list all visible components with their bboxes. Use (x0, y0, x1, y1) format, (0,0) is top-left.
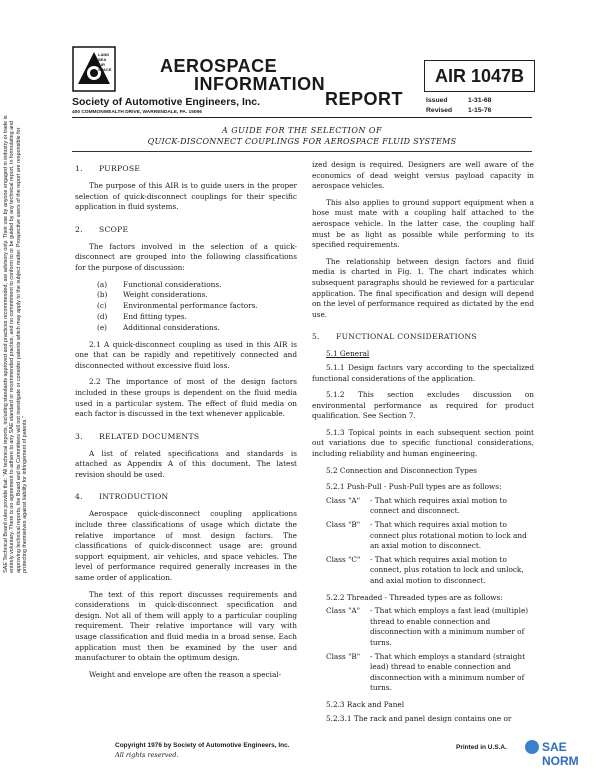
section-5-1-2-text: 5.1.2 This section excludes discussion on environmental performance as required for product qualification. See Section 7. (312, 390, 534, 421)
sae-logo (72, 46, 116, 92)
section-5-2-heading: 5.2 Connection and Disconnection Types (326, 465, 478, 475)
title-report: REPORT (325, 89, 404, 109)
section-1-heading: 1. PURPOSE (75, 164, 141, 173)
list-item: (d) End fitting types. (97, 311, 187, 321)
copyright: Copyright 1976 by Society of Automotive Engineers, Inc. (115, 742, 290, 749)
list-item: (b) Weight considerations. (97, 290, 208, 300)
section-3-text: A list of related specifications and standards is attached as Appendix A of this document. The latest revision should be used. (75, 448, 297, 479)
rights-reserved: All rights reserved. (115, 751, 179, 759)
section-1-text: The purpose of this AIR is to guide users in the proper selection of quick-disconnect couplings for their specific application in fluid systems. (75, 181, 297, 212)
section-4-heading: 4. INTRODUCTION (75, 492, 169, 502)
section-5-2-2-heading: 5.2.2 Threaded - Threaded types are as follows: (326, 592, 503, 602)
issued-date: 1-31-68 (468, 97, 492, 104)
revised-label: Revised (426, 107, 453, 114)
society-name: Society of Automotive Engineers, Inc. (72, 96, 261, 108)
section-2-heading: 2. SCOPE (75, 224, 129, 234)
doc-title-line1: A GUIDE FOR THE SELECTION OF (221, 126, 383, 135)
sae-disclaimer-sidebar: SAE Technical Board rules provide that: "All technical reports, including standards approved and practices recommended, are advisory only. Their use by anyone engaged in industry or trade is entirely voluntary. There is no agreement to adhere to any SAE standard or recommended practice, and no commitment to conform to or be guided by any technical report. In formulating and approving technical reports, the Board and its Committees will not investigate or consider patents which may apply to the subject matter. Prospective users of the report are responsible for protecting themselves against liability for infringement of patents." (3, 115, 29, 573)
header-rule (72, 117, 532, 118)
logo-text: LAND SEA AIR SPACE (98, 52, 112, 72)
issued-label: Issued (426, 97, 448, 104)
scope-list (97, 280, 297, 334)
section-5-2-3-heading: 5.2.3 Rack and Panel (326, 699, 405, 709)
section-5-2-3-1-text: 5.2.3.1 The rack and panel design contains one or (326, 713, 512, 723)
society-address: 400 COMMONWEALTH DRIVE, WARRENDALE, PA. 15096 (72, 110, 202, 115)
section-2-2-text: 2.2 The importance of most of the design factors included in these groups is dependent on the fluid media used in a particular system. The effect of fluid media on each factor is discussed in the text whenever applicable. (75, 377, 297, 419)
list-item: (c) Environmental performance factors. (97, 301, 258, 311)
section-4-text-2: The text of this report discusses requirements and considerations in quick-disconnect specification and design. Not all of them will apply to a particular coupling requirement. Their relative importance will vary with usage classification and fluid media in a broad sense. Each application must then be examined by the user and manufacturer to obtain the optimum design. (75, 589, 297, 663)
section-2-1-text: 2.1 A quick-disconnect coupling as used in this AIR is one that can be rapidly and repetitively connected and disconnected without excessive fluid loss. (75, 339, 297, 370)
right-text-2: This also applies to ground support equipment when a hose must mate with a coupling half attached to the aerospace vehicle. In the latter case, the coupling half must be as light as possible while performing to its specified requirements. (312, 197, 534, 250)
section-5-2-1-heading: 5.2.1 Push-Pull - Push-Pull types are as follows: (326, 482, 502, 492)
class-row: Class "A" - That which employs a fast lead (multiple) thread to enable connection and disconnection with a minimum number of turns. (326, 606, 529, 647)
watermark: SAE NORM (542, 740, 579, 768)
section-5-1-3-text: 5.1.3 Topical points in each subsequent section point out variations due to specific functional considerations, including reliability and human engineering. (312, 427, 534, 459)
section-5-1-heading: 5.1 General (326, 349, 370, 359)
title-information: INFORMATION (194, 74, 326, 94)
class-row: Class "B" - That which employs a standard (straight lead) thread to enable connection and disconnection with a minimum number of turns. (326, 651, 526, 693)
doc-title-line2: QUICK-DISCONNECT COUPLINGS FOR AEROSPACE FLUID SYSTEMS (147, 137, 457, 146)
section-4-text-3: Weight and envelope are often the reason a special- (89, 669, 282, 679)
section-5-1-1-text: 5.1.1 Design factors vary according to the specialized functional considerations of the application. (312, 362, 534, 383)
section-4-text-1: Aerospace quick-disconnect coupling applications include three classifications of usage which dictate the relative importance of most design factors. The classifications of quick-disconnect usage are: ground support equipment, air vehicles, and space vehicles. The level of performance required generally increases in the same order of application. (75, 509, 297, 583)
title-aerospace: AEROSPACE (160, 56, 278, 76)
class-row: Class "B" - That which requires axial motion to connect plus rotational motion to lock and an axial motion to disconnect. (326, 520, 527, 551)
right-text-1: ized design is required. Designers are well aware of the economics of dead weight versus payload capacity in aerospace vehicles. (312, 160, 534, 191)
right-column (312, 160, 534, 730)
revised-date: 1-15-76 (468, 107, 492, 114)
printed-in: Printed in U.S.A. (456, 744, 507, 751)
section-3-heading: 3. RELATED DOCUMENTS (75, 431, 200, 441)
list-item: (a) Functional considerations. (97, 279, 222, 289)
right-text-3: The relationship between design factors and fluid media is charted in Fig. 1. The chart indicates which subsequent paragraphs should be reviewed for a particular application. The final specification and design will depend on the level of performance required as dictated by the end use. (312, 256, 534, 319)
push-pull-classes (326, 496, 534, 587)
threaded-classes (326, 606, 534, 694)
section-2-text: The factors involved in the selection of a quick-disconnect are grouped into the following classifications for the purpose of discussion: (75, 241, 297, 272)
class-row: Class "A" - That which requires axial motion to connect and disconnect. (326, 495, 507, 516)
section-5-heading: 5. FUNCTIONAL CONSIDERATIONS (312, 332, 477, 342)
list-item: (e) Additional considerations. (97, 322, 220, 332)
doc-number: AIR 1047B (424, 60, 535, 92)
left-column (75, 152, 297, 686)
watermark-globe-icon (525, 740, 539, 754)
class-row: Class "C" - That which requires axial motion to connect, plus rotation to lock and unlock, and axial motion to disconnect. (326, 554, 524, 585)
